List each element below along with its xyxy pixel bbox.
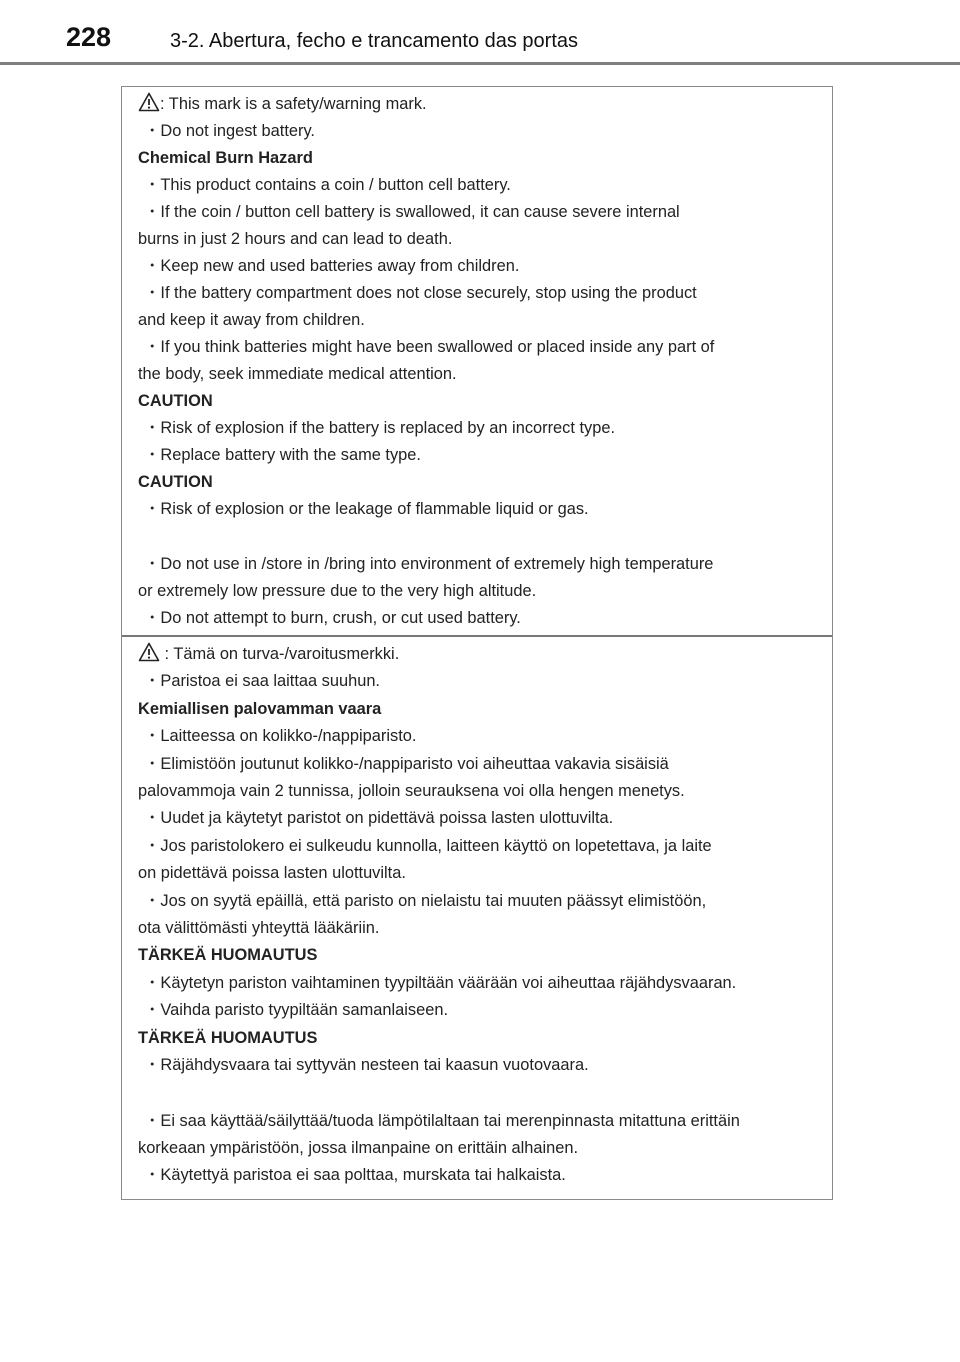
line-text: ・Jos paristolokero ei sulkeudu kunnolla, laitteen käyttö on lopetettava, ja laite xyxy=(144,836,712,855)
warning-text-line xyxy=(138,778,832,805)
line-text: ・Keep new and used batteries away from children. xyxy=(144,257,520,275)
section-divider xyxy=(122,635,832,637)
line-text: and keep it away from children. xyxy=(138,311,365,329)
warning-text-line xyxy=(138,118,832,145)
warning-text-line xyxy=(138,915,832,942)
warning-heading xyxy=(138,469,832,496)
line-text: on pidettävä poissa lasten ulottuvilta. xyxy=(138,864,406,883)
line-text: palovammoja vain 2 tunnissa, jolloin seurauksena voi olla hengen menetys. xyxy=(138,782,685,801)
warning-text-line xyxy=(138,578,832,605)
warning-text-line xyxy=(138,805,832,832)
warning-triangle-icon xyxy=(138,642,160,662)
warning-text-line xyxy=(138,997,832,1024)
warning-text-line xyxy=(138,751,832,778)
warning-text-line xyxy=(138,334,832,361)
warning-heading xyxy=(138,1025,832,1052)
line-gap xyxy=(138,523,832,551)
warning-text-line xyxy=(138,641,832,668)
line-text: ・Uudet ja käytetyt paristot on pidettävä poissa lasten ulottuvilta. xyxy=(144,809,614,828)
warning-triangle-icon xyxy=(138,92,160,112)
finnish-warning-section xyxy=(122,639,832,1190)
warning-text-line xyxy=(138,307,832,334)
line-text: korkeaan ympäristöön, jossa ilmanpaine on erittäin alhainen. xyxy=(138,1138,579,1157)
line-text: CAUTION xyxy=(138,473,213,491)
warning-text-line xyxy=(138,551,832,578)
line-text: ・Räjähdysvaara tai syttyvän nesteen tai kaasun vuotovaara. xyxy=(144,1056,589,1075)
warning-text-line xyxy=(138,723,832,750)
line-text: ・Do not attempt to burn, crush, or cut used battery. xyxy=(144,609,521,627)
warning-heading xyxy=(138,388,832,415)
line-text: TÄRKEÄ HUOMAUTUS xyxy=(138,946,318,965)
line-text: ・Paristoa ei saa laittaa suuhun. xyxy=(144,672,380,691)
page-number: 228 xyxy=(66,22,112,52)
line-gap xyxy=(138,1080,832,1108)
warning-text-line xyxy=(138,199,832,226)
warning-text-line xyxy=(138,91,832,118)
warning-text-line xyxy=(138,172,832,199)
warning-text-line xyxy=(138,415,832,442)
chapter-title: 3-2. Abertura, fecho e trancamento das portas xyxy=(170,30,579,52)
line-text: Chemical Burn Hazard xyxy=(138,149,313,167)
warning-text-line xyxy=(138,280,832,307)
warning-text-line xyxy=(138,253,832,280)
line-text: the body, seek immediate medical attention. xyxy=(138,365,457,383)
warning-text-line xyxy=(138,361,832,388)
line-text: ・Do not use in /store in /bring into environment of extremely high temperature xyxy=(144,555,714,573)
warning-text-line xyxy=(138,496,832,523)
warning-text-line xyxy=(138,970,832,997)
line-text: burns in just 2 hours and can lead to death. xyxy=(138,230,453,248)
line-text: CAUTION xyxy=(138,392,213,410)
line-text: ・Do not ingest battery. xyxy=(144,122,315,140)
line-text: ota välittömästi yhteyttä lääkäriin. xyxy=(138,919,380,938)
line-text: or extremely low pressure due to the very high altitude. xyxy=(138,582,537,600)
warning-text-line xyxy=(138,888,832,915)
line-text: ・Käytettyä paristoa ei saa polttaa, murskata tai halkaista. xyxy=(144,1166,566,1185)
warning-text-line xyxy=(138,1052,832,1079)
line-text: ・Laitteessa on kolikko-/nappiparisto. xyxy=(144,727,417,746)
warning-text-line xyxy=(138,833,832,860)
warning-heading xyxy=(138,145,832,172)
line-text: ・If you think batteries might have been swallowed or placed inside any part of xyxy=(144,338,715,356)
english-warning-section xyxy=(122,87,832,635)
line-text: ・Vaihda paristo tyypiltään samanlaiseen. xyxy=(144,1001,449,1020)
line-text: ・If the battery compartment does not close securely, stop using the product xyxy=(144,284,697,302)
line-text: ・Replace battery with the same type. xyxy=(144,446,421,464)
line-text: ・Ei saa käyttää/säilyttää/tuoda lämpötilaltaan tai merenpinnasta mitattuna erittäin xyxy=(144,1111,740,1130)
battery-warning-label xyxy=(121,86,833,1200)
line-text: ・This product contains a coin / button cell battery. xyxy=(144,176,511,194)
warning-text-line xyxy=(138,668,832,695)
line-text: : Tämä on turva-/varoitusmerkki. xyxy=(160,645,400,663)
warning-text-line xyxy=(138,605,832,632)
warning-text-line xyxy=(138,860,832,887)
warning-heading xyxy=(138,696,832,723)
page-header xyxy=(0,0,960,64)
line-text: ・If the coin / button cell battery is swallowed, it can cause severe internal xyxy=(144,203,680,221)
line-text: Kemiallisen palovamman vaara xyxy=(138,699,382,718)
header-rule xyxy=(0,62,960,65)
warning-text-line xyxy=(138,226,832,253)
warning-heading xyxy=(138,942,832,969)
line-text: ・Käytetyn pariston vaihtaminen tyypiltään väärään voi aiheuttaa räjähdysvaaran. xyxy=(144,973,737,992)
warning-text-line xyxy=(138,1135,832,1162)
line-text: TÄRKEÄ HUOMAUTUS xyxy=(138,1028,318,1047)
line-text: ・Risk of explosion or the leakage of flammable liquid or gas. xyxy=(144,500,589,518)
line-text: ・Risk of explosion if the battery is replaced by an incorrect type. xyxy=(144,419,615,437)
warning-text-line xyxy=(138,1162,832,1189)
line-text: ・Elimistöön joutunut kolikko-/nappiparisto voi aiheuttaa vakavia sisäisiä xyxy=(144,754,669,773)
line-text: : This mark is a safety/warning mark. xyxy=(160,95,427,113)
line-text: ・Jos on syytä epäillä, että paristo on nielaistu tai muuten päässyt elimistöön, xyxy=(144,891,707,910)
warning-text-line xyxy=(138,1108,832,1135)
warning-text-line xyxy=(138,442,832,469)
